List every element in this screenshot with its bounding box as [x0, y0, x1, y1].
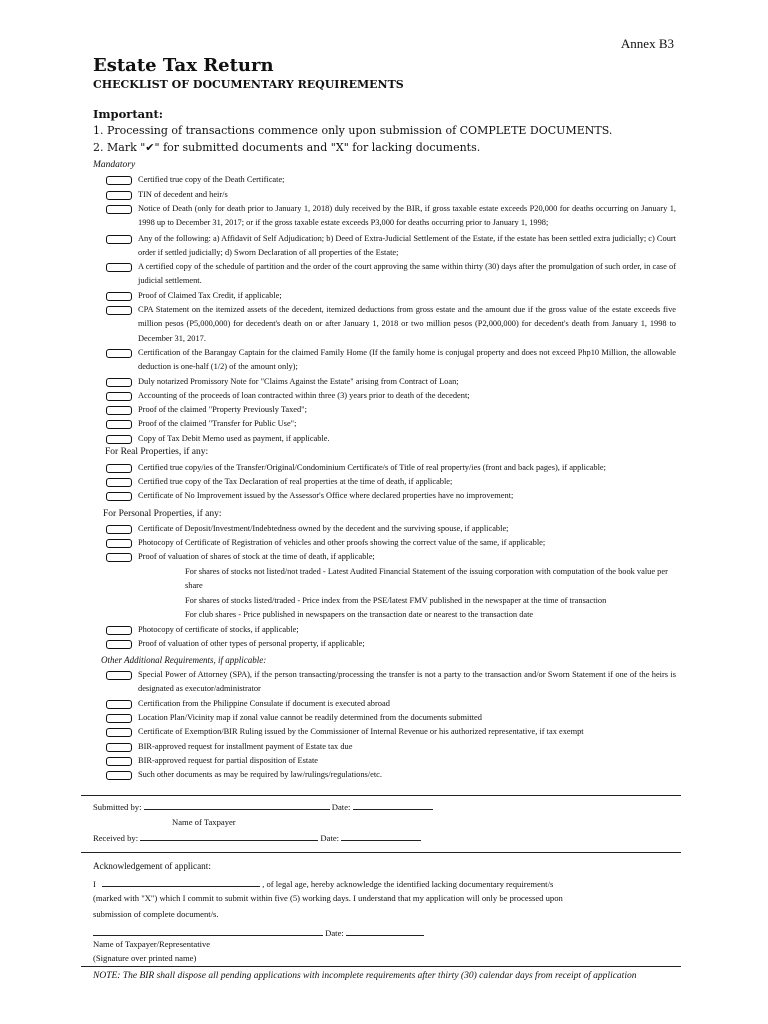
- checkbox[interactable]: [106, 306, 132, 315]
- submitted-date-field[interactable]: [353, 800, 433, 810]
- personal-item-vehicle-registration: [106, 536, 676, 550]
- checkbox[interactable]: [106, 205, 132, 214]
- checkbox[interactable]: [106, 743, 132, 752]
- signature-caption: (Signature over printed name): [93, 953, 197, 963]
- bir-note: NOTE: The BIR shall dispose all pending applications with incomplete requirements after thirty (30) calendar days from receipt of application: [93, 971, 637, 981]
- checkbox[interactable]: [106, 349, 132, 358]
- checkbox[interactable]: [106, 492, 132, 501]
- real-item-tax-declaration: [106, 475, 676, 489]
- divider: [81, 966, 681, 967]
- checkbox[interactable]: [106, 640, 132, 649]
- shares-subitem-not-listed: For shares of stocks not listed/not traded - Latest Audited Financial Statement of the issuing corporation with computation of the book value per share: [185, 567, 668, 591]
- ack-date-field[interactable]: [346, 926, 424, 936]
- item-label: BIR-approved request for installment payment of Estate tax due: [138, 742, 353, 751]
- item-label: Certificate of No Improvement issued by the Assessor's Office where declared properties have no improvement;: [138, 491, 514, 500]
- item-label: A certified copy of the schedule of partition and the order of the court approving the same within thirty (30) days after the promulgation of such order, in case of judicial settlement.: [138, 262, 676, 286]
- received-date-field[interactable]: [341, 831, 421, 841]
- mandatory-item-property-previously-taxed: [106, 403, 676, 417]
- other-item-installment: [106, 740, 676, 754]
- important-line-2: 2. Mark "✔" for submitted documents and "X" for lacking documents.: [93, 141, 481, 154]
- item-label: TIN of decedent and heir/s: [138, 190, 228, 199]
- annex-label: Annex B3: [620, 36, 674, 51]
- checkbox[interactable]: [106, 420, 132, 429]
- ack-line-1-text: , of legal age, hereby acknowledge the identified lacking documentary requirement/s: [262, 879, 554, 889]
- item-label: Special Power of Attorney (SPA), if the person transacting/processing the transfer is not a party to the transaction and/or Sworn Statement if one of the heirs is designated as executor/administrator: [138, 670, 676, 694]
- personal-item-deposit: [106, 522, 676, 536]
- mandatory-item-death-certificate: [106, 173, 676, 187]
- checkbox[interactable]: [106, 700, 132, 709]
- checkbox[interactable]: [106, 626, 132, 635]
- personal-item-shares-valuation: [106, 550, 676, 564]
- checkbox[interactable]: [106, 292, 132, 301]
- checkbox[interactable]: [106, 406, 132, 415]
- checkbox[interactable]: [106, 235, 132, 244]
- checkbox[interactable]: [106, 392, 132, 401]
- item-label: Certified true copy of the Death Certificate;: [138, 175, 285, 184]
- received-by-label: Received by:: [93, 833, 139, 843]
- ack-i: I: [93, 879, 96, 889]
- name-representative-caption: Name of Taxpayer/Representative: [93, 939, 211, 949]
- mandatory-label: Mandatory: [93, 160, 136, 170]
- acknowledgement-line-1: [93, 877, 553, 889]
- checkbox[interactable]: [106, 191, 132, 200]
- other-item-spa: [106, 668, 676, 697]
- acknowledgement-line-3: submission of complete document/s.: [93, 909, 219, 919]
- item-label: Proof of valuation of other types of personal property, if applicable;: [138, 639, 365, 648]
- divider: [81, 852, 681, 853]
- checkbox[interactable]: [106, 728, 132, 737]
- mandatory-item-cpa-statement: [106, 303, 676, 346]
- other-item-other-documents: [106, 768, 676, 782]
- item-label: Location Plan/Vicinity map if zonal value cannot be readily determined from the documents submitted: [138, 713, 482, 722]
- item-label: Certified true copy of the Tax Declaration of real properties at the time of death, if applicable;: [138, 477, 453, 486]
- mandatory-item-transfer-public-use: [106, 417, 676, 431]
- mandatory-item-promissory-note: [106, 375, 676, 389]
- item-label: Photocopy of Certificate of Registration of vehicles and other proofs showing the correct value of the same, if applicable;: [138, 538, 546, 547]
- important-heading: Important:: [93, 107, 163, 121]
- mandatory-item-tin: [106, 188, 676, 202]
- other-item-consulate: [106, 697, 676, 711]
- divider: [81, 795, 681, 796]
- other-item-location-plan: [106, 711, 676, 725]
- checkbox[interactable]: [106, 771, 132, 780]
- shares-subitem-listed: For shares of stocks listed/traded - Price index from the PSE/latest FMV published in the newspaper at the time of transaction: [185, 596, 607, 605]
- checkbox[interactable]: [106, 176, 132, 185]
- checkbox[interactable]: [106, 263, 132, 272]
- checkbox[interactable]: [106, 378, 132, 387]
- mandatory-item-tax-debit-memo: [106, 432, 676, 446]
- real-properties-label: For Real Properties, if any:: [105, 447, 209, 457]
- item-label: Proof of valuation of shares of stock at the time of death, if applicable;: [138, 552, 375, 561]
- received-date-label: Date:: [320, 833, 340, 843]
- item-label: Duly notarized Promissory Note for "Claims Against the Estate" arising from Contract of Loan;: [138, 377, 459, 386]
- item-label: Proof of Claimed Tax Credit, if applicable;: [138, 291, 282, 300]
- important-line-1: 1. Processing of transactions commence only upon submission of COMPLETE DOCUMENTS.: [93, 124, 613, 137]
- other-requirements-label: Other Additional Requirements, if applicable:: [101, 655, 267, 665]
- mandatory-item-family-home: [106, 346, 676, 375]
- checkbox[interactable]: [106, 671, 132, 680]
- checkbox[interactable]: [106, 478, 132, 487]
- submitted-by-field[interactable]: [144, 800, 330, 810]
- item-label: Proof of the claimed "Transfer for Public Use";: [138, 419, 297, 428]
- submitted-by-row: [93, 800, 433, 812]
- checkbox[interactable]: [106, 553, 132, 562]
- personal-item-stock-certificate: [106, 623, 676, 637]
- item-label: CPA Statement on the itemized assets of the decedent, itemized deductions from gross estate and the amount due if the gross value of the estate exceeds five million pesos (P5,000,000) for decedent's death on or after January 1, 2018 or two million pesos (P2,000,000) for decedent's death from January 1, 1998 to December 31, 2017.: [138, 305, 676, 343]
- name-of-taxpayer-caption: Name of Taxpayer: [172, 817, 236, 827]
- item-label: Certificate of Deposit/Investment/Indebtedness owned by the decedent and the surviving spouse, if applicable;: [138, 524, 509, 533]
- real-item-title: [106, 461, 676, 475]
- submitted-by-label: Submitted by:: [93, 802, 142, 812]
- document-title: Estate Tax Return: [93, 55, 274, 76]
- personal-item-other-valuation: [106, 637, 676, 651]
- item-label: Accounting of the proceeds of loan contracted within three (3) years prior to death of the decedent;: [138, 391, 470, 400]
- item-label: Such other documents as may be required by law/rulings/regulations/etc.: [138, 770, 382, 779]
- mandatory-item-loan-accounting: [106, 389, 676, 403]
- item-label: Notice of Death (only for death prior to January 1, 2018) duly received by the BIR, if gross taxable estate exceeds P20,000 for deaths occurring on January 1, 1998 up to December 31, 2017; or if the gross taxable estate exceeds P3,000 for deaths occurring prior to January 1, 1998;: [138, 204, 676, 228]
- acknowledgement-line-2: (marked with "X") which I commit to submit within five (5) working days. I understand that my application will only be processed upon: [93, 893, 563, 903]
- applicant-name-field[interactable]: [102, 877, 260, 887]
- ack-date-label: Date:: [325, 928, 344, 938]
- item-label: Certificate of Exemption/BIR Ruling issued by the Commissioner of Internal Revenue or his authorized representative, if tax exempt: [138, 727, 584, 736]
- checkbox[interactable]: [106, 714, 132, 723]
- item-label: BIR-approved request for partial disposition of Estate: [138, 756, 319, 765]
- mandatory-item-schedule-of-partition: [106, 260, 676, 289]
- item-label: Proof of the claimed "Property Previously Taxed";: [138, 405, 307, 414]
- checkbox[interactable]: [106, 757, 132, 766]
- signature-row: [93, 926, 424, 938]
- received-by-row: [93, 831, 421, 843]
- other-item-partial-disposition: [106, 754, 676, 768]
- submitted-date-label: Date:: [331, 802, 351, 812]
- item-label: Copy of Tax Debit Memo used as payment, if applicable.: [138, 434, 330, 443]
- item-label: Certification from the Philippine Consulate if document is executed abroad: [138, 699, 390, 708]
- checkbox[interactable]: [106, 435, 132, 444]
- signature-field[interactable]: [93, 926, 323, 936]
- mandatory-item-settlement: [106, 232, 676, 261]
- item-label: Any of the following: a) Affidavit of Self Adjudication; b) Deed of Extra-Judicial Settlement of the Estate, if the estate has been settled extra judicially; c) Court order if settled judicially; d) Sworn Declaration of all properties of the Estate;: [138, 234, 676, 258]
- checkbox[interactable]: [106, 464, 132, 473]
- other-item-exemption: [106, 725, 676, 739]
- acknowledgement-heading: Acknowledgement of applicant:: [93, 861, 211, 871]
- mandatory-item-notice-of-death: [106, 202, 676, 231]
- document-subtitle: CHECKLIST OF DOCUMENTARY REQUIREMENTS: [93, 78, 404, 91]
- checkbox[interactable]: [106, 525, 132, 534]
- item-label: Certification of the Barangay Captain for the claimed Family Home (If the family home is conjugal property and does not exceed Php10 Million, the allowable deduction is one-half (1/2) of the amount only);: [138, 348, 676, 372]
- mandatory-item-tax-credit: [106, 289, 676, 303]
- item-label: Photocopy of certificate of stocks, if applicable;: [138, 625, 299, 634]
- item-label: Certified true copy/ies of the Transfer/Original/Condominium Certificate/s of Title of real property/ies (front and back pages), if applicable;: [138, 463, 606, 472]
- real-item-no-improvement: [106, 489, 676, 503]
- shares-subitem-club: For club shares - Price published in newspapers on the transaction date or nearest to the transaction date: [185, 610, 534, 619]
- personal-properties-label: For Personal Properties, if any:: [103, 509, 222, 519]
- checkbox[interactable]: [106, 539, 132, 548]
- received-by-field[interactable]: [140, 831, 318, 841]
